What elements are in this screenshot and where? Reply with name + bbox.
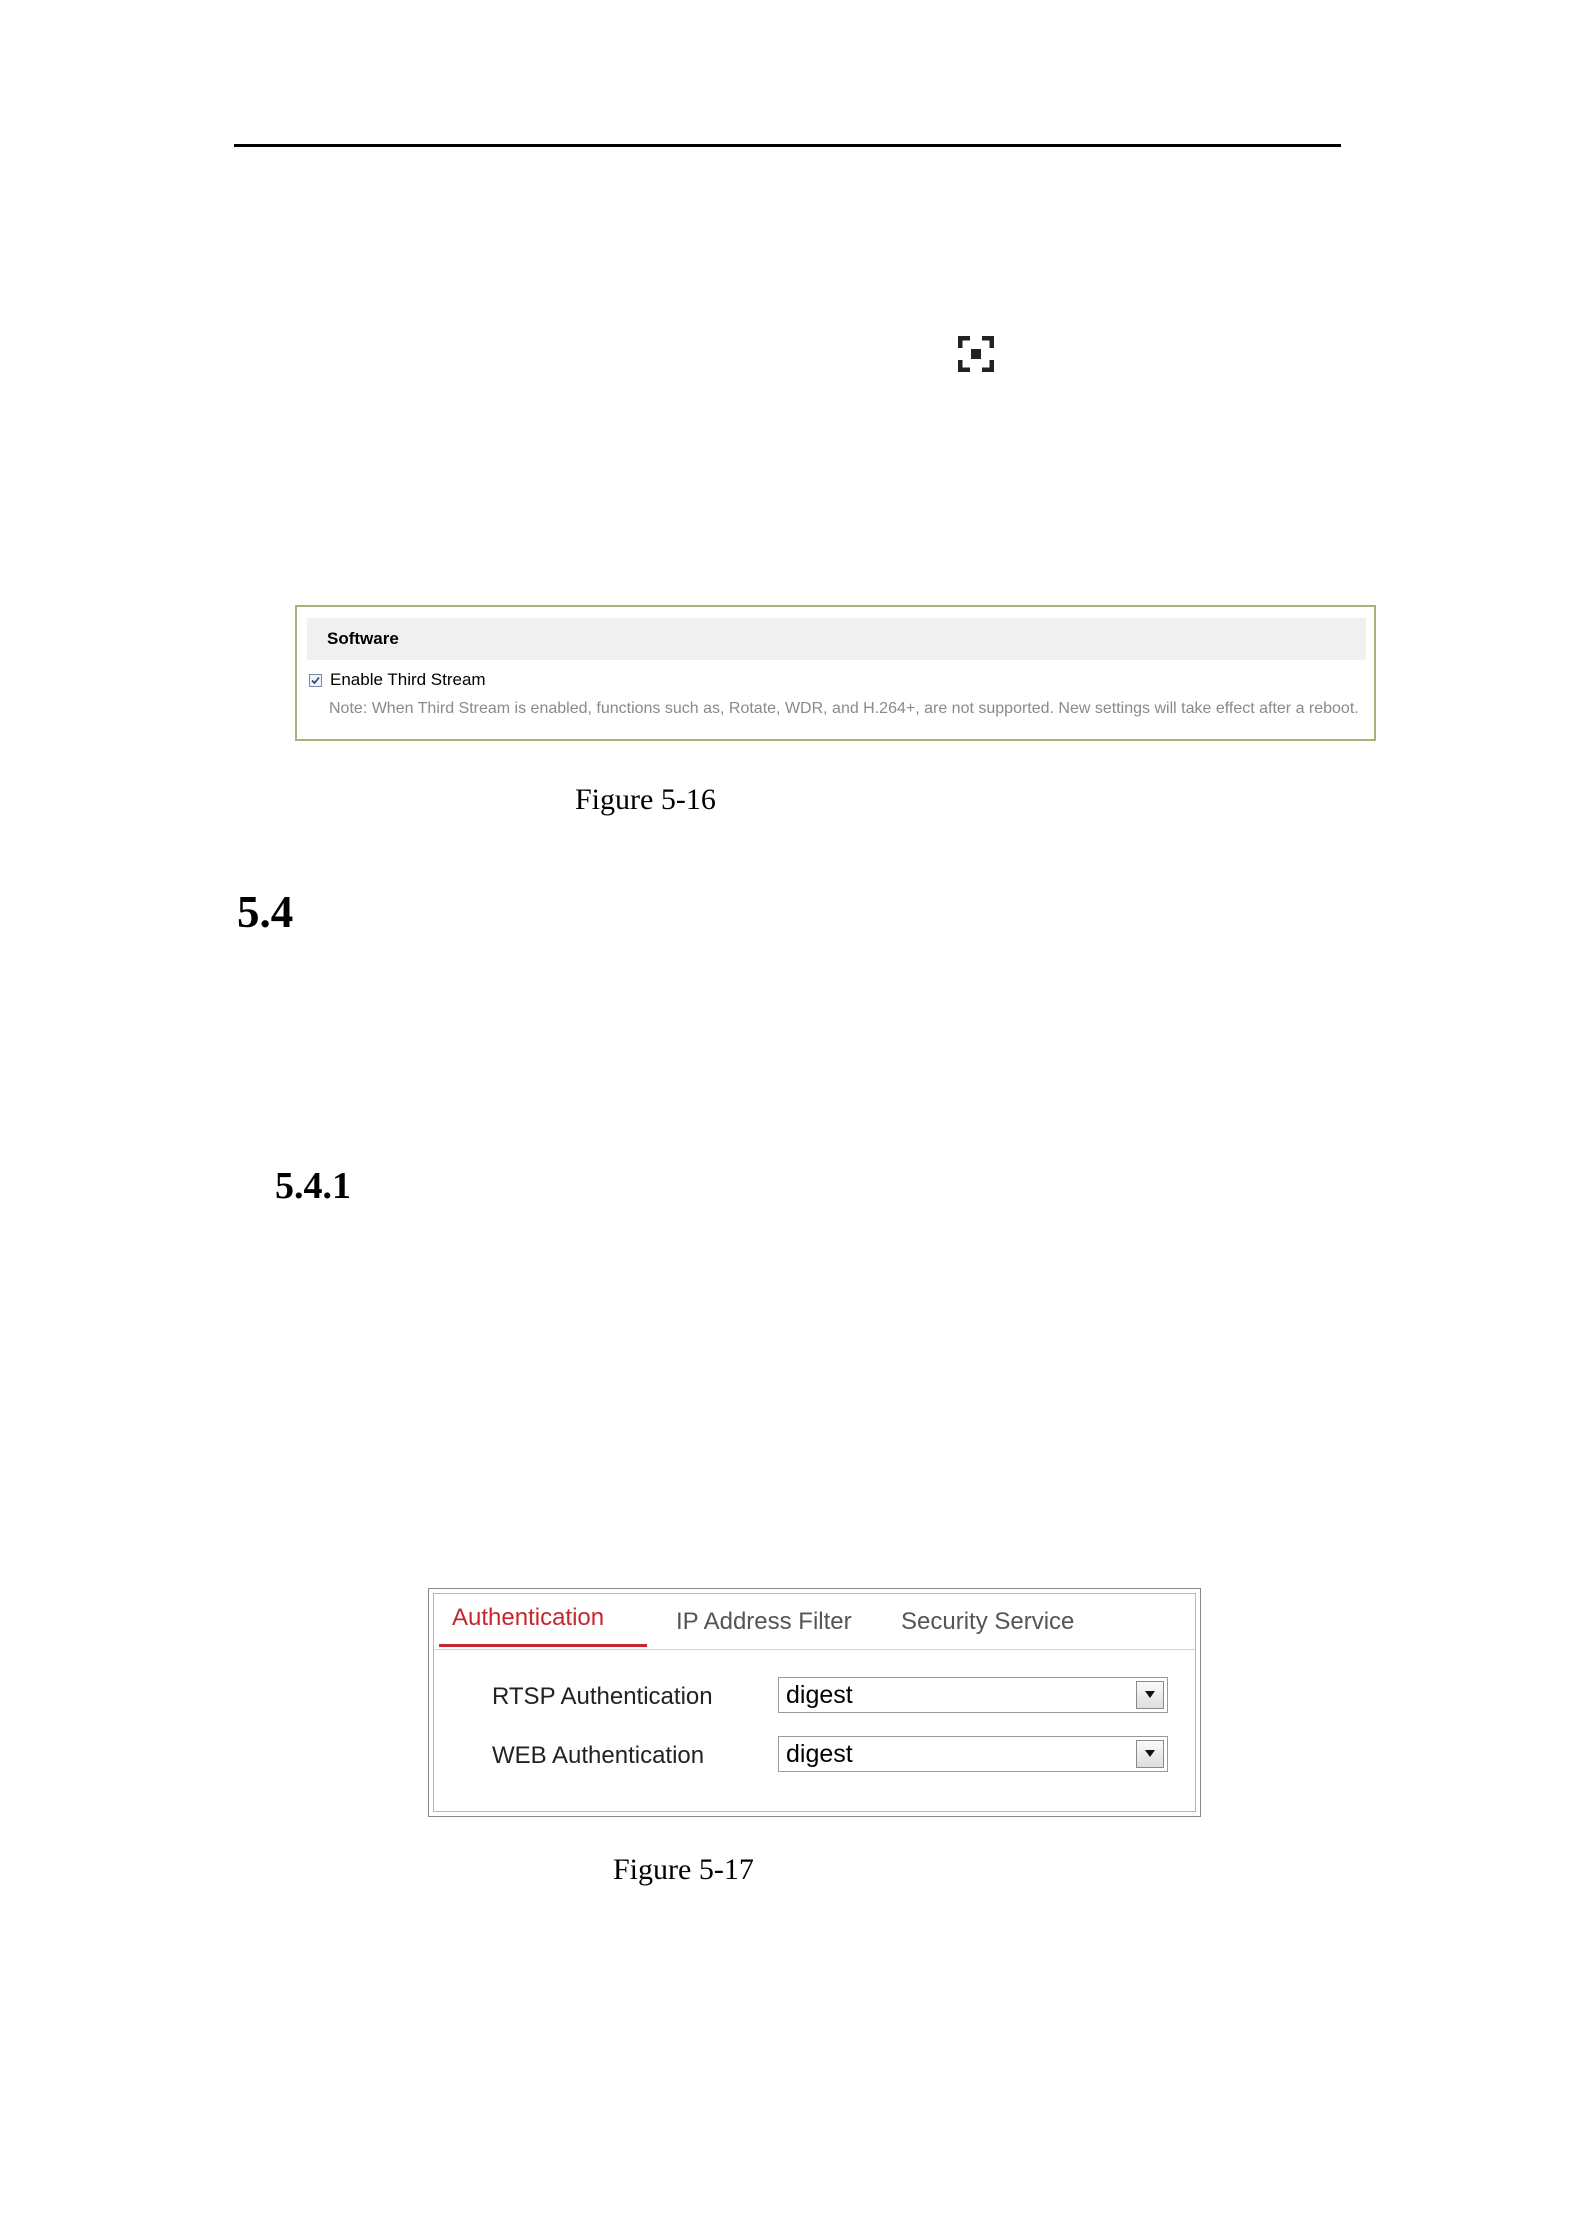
figure-caption: Figure 5-16	[575, 783, 716, 816]
chevron-down-icon	[1145, 1750, 1155, 1758]
tab-ip-address-filter[interactable]: IP Address Filter	[676, 1608, 852, 1635]
section-heading: 5.4	[237, 887, 294, 937]
web-authentication-label: WEB Authentication	[492, 1742, 705, 1769]
software-settings-panel	[295, 605, 1376, 741]
tab-bar	[434, 1594, 1195, 1650]
checkmark-icon	[310, 675, 321, 686]
rtsp-authentication-select[interactable]	[778, 1677, 1168, 1713]
rtsp-authentication-value: digest	[786, 1681, 853, 1709]
tab-security-service[interactable]: Security Service	[901, 1608, 1075, 1635]
enable-third-stream-checkbox[interactable]	[309, 674, 322, 687]
subsection-heading: 5.4.1	[275, 1165, 351, 1207]
third-stream-note: Note: When Third Stream is enabled, functions such as, Rotate, WDR, and H.264+, are not supported. New settings will take effect after a reboot.	[329, 700, 1359, 717]
security-panel-inner	[433, 1593, 1196, 1812]
rtsp-dropdown-button[interactable]	[1136, 1681, 1164, 1709]
panel-header	[307, 618, 1366, 660]
enable-third-stream-label[interactable]: Enable Third Stream	[330, 670, 486, 689]
web-authentication-value: digest	[786, 1740, 853, 1768]
security-settings-panel	[428, 1588, 1201, 1817]
figure-caption: Figure 5-17	[613, 1853, 754, 1886]
active-tab-indicator	[439, 1644, 647, 1647]
tab-authentication[interactable]: Authentication	[452, 1604, 605, 1631]
panel-title: Software	[327, 629, 399, 648]
chevron-down-icon	[1145, 1691, 1155, 1699]
web-dropdown-button[interactable]	[1136, 1740, 1164, 1768]
web-authentication-select[interactable]	[778, 1736, 1168, 1772]
rtsp-authentication-label: RTSP Authentication	[492, 1683, 713, 1710]
header-rule	[234, 144, 1341, 147]
fullscreen-icon	[958, 336, 994, 372]
